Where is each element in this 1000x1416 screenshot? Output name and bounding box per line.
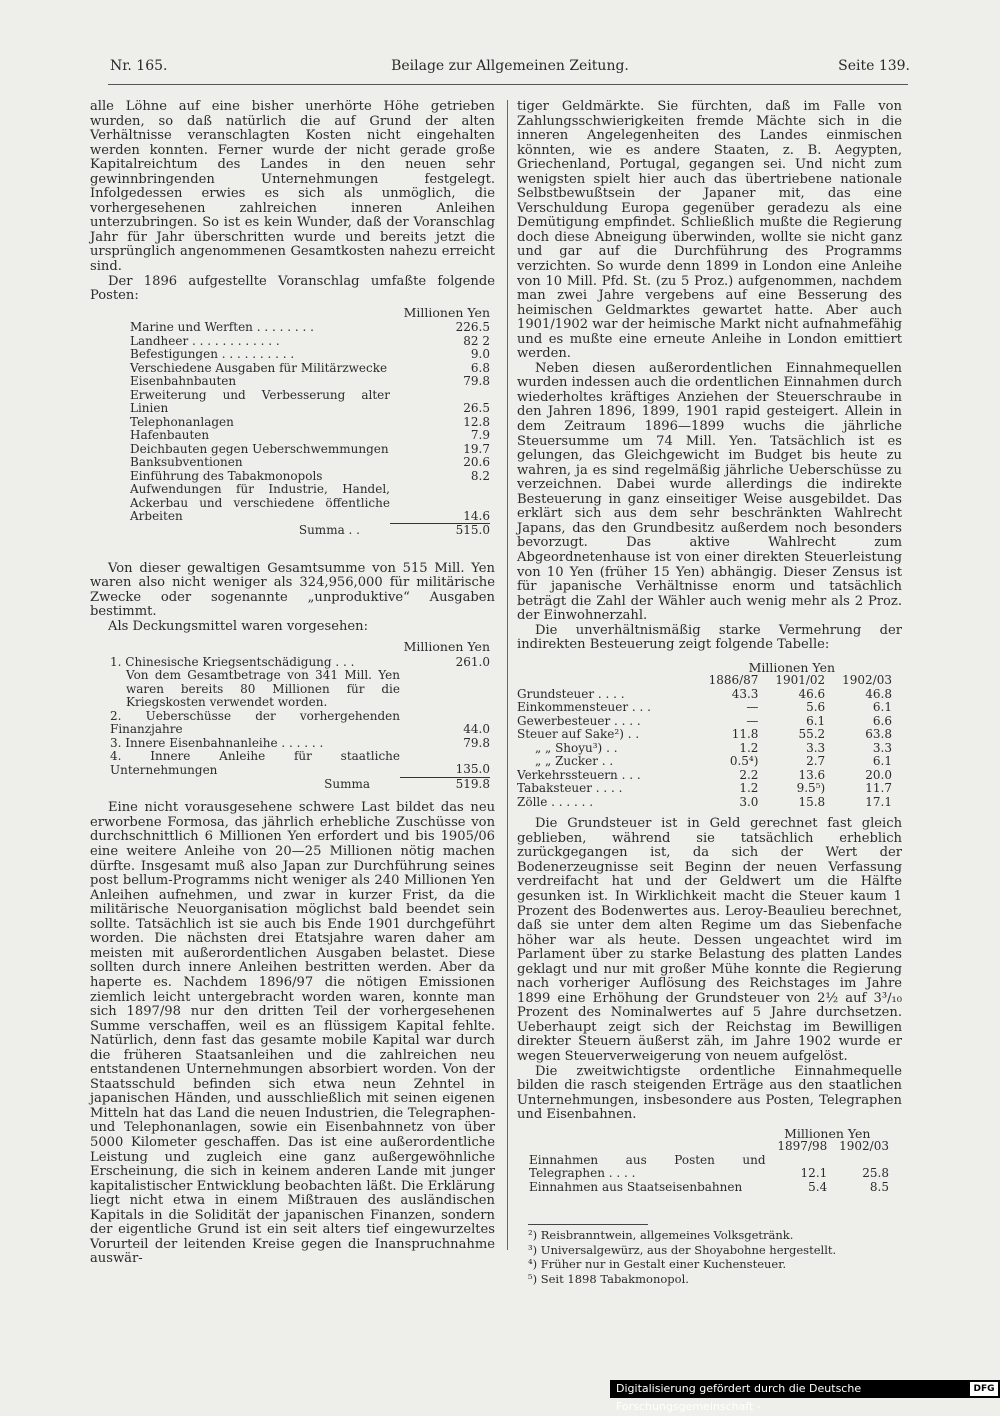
table-row: Banksubventionen 20.6 (130, 455, 490, 470)
table-row: Steuer auf Sake²) . . 11.8 55.2 63.8 (517, 727, 892, 742)
table-row: Grundsteuer . . . . 43.3 46.6 46.8 (517, 686, 892, 701)
table-header-row: 1886/87 1901/02 1902/03 (708, 673, 892, 688)
table-row: Einnahmen aus Posten und Telegraphen . . . . 12.1 25.8 (529, 1152, 889, 1181)
table-row: Landheer . . . . . . . . . . . . 82 2 (130, 333, 490, 348)
table-row: Von dem Gesamtbetrage von 341 Mill. Yen waren bereits 80 Millionen für die Kriegskosten verwendet worden. (126, 668, 400, 710)
footnote: ⁵) Seit 1898 Tabakmonopol. (528, 1271, 689, 1286)
footnotes (528, 1228, 898, 1286)
supplement-title: Beilage zur Allgemeinen Zeitung. (391, 58, 629, 74)
paragraph: Eine nicht vorausgesehene schwere Last bildet das neu erworbene Formosa, das jährlich erhebliche Zuschüsse von durchschnittlich 6 Millionen Yen erfordert und bis 1905/06 eine weitere Anleihe von 20—25 Millionen nötig machen dürfte. Insgesamt muß also Japan zur Durchführung seines post bellum-Programms nicht weniger als 240 Millionen Yen Anleihen aufnehmen, und zwar in kurzer Frist, da die militärische Neuorganisation möglichst bald beendet sein sollte. Tatsächlich ist sie auch bis Ende 1901 durchgeführt worden. Die nächsten drei Etatsjahre waren daher am meisten mit außerordentlichen Ausgaben belastet. Diese sollten durch innere Anleihen bestritten werden. Aber da haperte es. Nachdem 1896/97 die nötigen Emissionen ziemlich leicht untergebracht worden waren, konnte man sich 1897/98 nur den dritten Teil der vorhergesehenen Summe verschaffen, weil es an flüssigem Kapital fehlte. Natürlich, denn fast das gesamte mobile Kapital war durch die früheren Staatsanleihen und die zahlreichen neu entstandenen Unternehmungen absorbiert worden. Von der Staatsschuld befinden sich etwa neun Zehntel in japanischen Händen, und ausschließlich mit seinen eigenen Mitteln hat das Land die neuen Industrien, die Telegraphen- und Telephonanlagen, sowie ein Eisenbahnnetz von über 5000 Kilometer geschaffen. Das ist eine außerordentliche Leistung und zugleich eine ganz außergewöhnliche Erscheinung, die sich in keinem anderen Lande mit junger kapitalistischer Entwicklung beobachten läßt. Die Erklärung liegt nicht etwa in einem Mißtrauen des ausländischen Kapitals in die Solidität der japanischen Finanzen, sondern der eigentliche Grund ist ein seit alters tief eingewurzeltes Vorurteil der leitenden Kreise gegen die Inanspruchnahme auswär- (90, 800, 495, 1267)
table-unit-header: Millionen Yen (748, 659, 836, 675)
table-row: Einführung des Tabakmonopols 8.2 (130, 468, 490, 483)
revenue-table (529, 1127, 889, 1195)
left-column (90, 100, 495, 1267)
table-row: Zölle . . . . . . 3.0 15.8 17.1 (517, 794, 892, 809)
digitization-banner (610, 1380, 1000, 1413)
table-row: Eisenbahnbauten 79.8 (130, 374, 490, 389)
budget-table (90, 306, 490, 538)
footnote: ³) Universalgewürz, aus der Shoyabohne hergestellt. (528, 1242, 837, 1257)
table-row: „ „ Zucker . . 0.5⁴) 2.7 6.1 (535, 754, 892, 769)
paragraph: Neben diesen außerordentlichen Einnahmequellen wurden indessen auch die ordentlichen Einnahmen durch wiederholtes kräftiges Anziehen der Steuerschraube in den Jahren 1896, 1899, 1901 rapid gesteigert. Allein in dem Zeitraum 1896—1899 wuchs die jährliche Steuersumme um 74 Mill. Yen. Tatsächlich ist es gelungen, das Gleichgewicht im Budget bis heute zu wahren, ja es sind regelmäßig jährliche Ueberschüsse zu verzeichnen. Dabei wurde allerdings die indirekte Besteuerung in ganz einseitiger Weise ausgebildet. Das erklärt sich aus dem sehr beschränkten Wahlrecht Japans, das den Grundbesitz außerdem noch besonders bevorzugt. Das aktive Wahlrecht zum Abgeordnetenhause ist von einer direkten Steuerleistung von 10 Yen (früher 15 Yen) abhängig. Dieser Zensus ist für japanische Verhältnisse enorm und tatsächlich beträgt die Zahl der Wähler auch wenig mehr als 2 Proz. der Einwohnerzahl. (517, 360, 902, 624)
table-row: Verschiedene Ausgaben für Militärzwecke 6.8 (130, 360, 490, 375)
column-divider (507, 100, 508, 1250)
page-number: Seite 139. (838, 58, 910, 74)
paragraph: alle Löhne auf eine bisher unerhörte Höhe getrieben wurden, so daß natürlich die auf Grund der alten Verhältnisse veranschlagten Kosten nicht eingehalten werden konnten. Ferner wurde der nicht gerade große Kapitalreichtum des Landes in den neuen sehr gewinnbringenden Unternehmungen festgelegt. Infolgedessen erwies es sich als unmöglich, die vorhergesehenen zahlreichen inneren Anleihen unterzubringen. So ist es kein Wunder, daß der Voranschlag Jahr für Jahr überschritten wurde und bereits jetzt die ursprünglich angenommenen Gesamtkosten nahezu erreicht sind. (90, 99, 495, 275)
paragraph: Die Grundsteuer ist in Geld gerechnet fast gleich geblieben, während sie tatsächlich erheblich zurückgegangen ist, da sich der Wert der Bodenerzeugnisse seit Beginn der neuen Verfassung verdreifacht hat und der Geldwert um die Hälfte gesunken ist. In Wirklichkeit macht die Steuer kaum 1 Prozent des Bodenwertes aus. Leroy-Beaulieu berechnet, daß sie unter dem alten Regime um das Siebenfache höher war als heute. Dessen ungeachtet wird im Parlament über zu starke Belastung des platten Landes geklagt und nur mit großer Mühe konnte die Regierung nach vorheriger Auflösung des Reichstages im Jahre 1899 eine Erhöhung der Grundsteuer von 2½ auf 3³/₁₀ Prozent des Nominalwertes auf 5 Jahre durchsetzen. Ueberhaupt zeigt sich der Reichstag im Bewilligen direkter Steuern äußerst zäh, im Jahre 1902 wurde er wegen Steuerverweigerung von neuem aufgelöst. (517, 816, 902, 1065)
table-sum-row: Summa 519.8 (324, 776, 490, 791)
table-row: Aufwendungen für Industrie, Handel, Ackerbau und verschiedene öffentliche Arbeiten 14.6 (130, 482, 490, 524)
header-rule (108, 84, 908, 85)
table-row: Gewerbesteuer . . . . — 6.1 6.6 (517, 713, 892, 728)
table-row: Erweiterung und Verbesserung alter Linien 26.5 (130, 387, 490, 416)
table-unit-header: Millionen Yen (403, 304, 490, 320)
table-row: „ „ Shoyu³) . . 1.2 3.3 3.3 (535, 740, 892, 755)
paragraph: Der 1896 aufgestellte Voranschlag umfaßte folgende Posten: (90, 273, 495, 304)
table-unit-header: Millionen Yen (403, 639, 490, 655)
table-row: 4. Innere Anleihe für staatliche Unternehmungen 135.0 (110, 749, 490, 777)
table-row: Telephonanlagen 12.8 (130, 414, 490, 429)
table-row: Tabaksteuer . . . . 1.2 9.5⁵) 11.7 (517, 781, 892, 796)
table-row: 1. Chinesische Kriegsentschädigung . . . 261.0 (110, 654, 490, 669)
funding-table (110, 640, 490, 791)
table-sum-row: Summa . . 515.0 (298, 523, 490, 538)
table-row: Einnahmen aus Staatseisenbahnen 5.4 8.5 (529, 1179, 889, 1194)
paragraph: tiger Geldmärkte. Sie fürchten, daß im Falle von Zahlungsschwierigkeiten fremde Mächte sich in die inneren Angelegenheiten des Landes einmischen könnten, wie es andere Staaten, z. B. Aegypten, Griechenland, Portugal, gegangen sei. Und nicht zum wenigsten spielt hier auch das übertriebene nationale Selbstbewußtsein der Japaner mit, das eine Verschuldung Europa gegenüber geradezu als eine Demütigung empfindet. Schließlich mußte die Regierung doch diese Abneigung überwinden, wollte sie nicht ganz und gar auf die Durchführung des Programms verzichten. So wurde denn 1899 in London eine Anleihe von 10 Mill. Pfd. St. (zu 5 Proz.) aufgenommen, nachdem man zwei Jahre vergebens auf eine Besserung des heimischen Geldmarktes gewartet hatte. Aber auch 1901/1902 war der heimische Markt nicht aufnahmefähig und es mußte eine erneute Anleihe in London emittiert werden. (517, 99, 902, 362)
table-row: Marine und Werften . . . . . . . . 226.5 (130, 320, 490, 335)
table-row: Befestigungen . . . . . . . . . . 9.0 (130, 347, 490, 362)
table-unit-header: Millionen Yen (784, 1125, 871, 1141)
footnote: ²) Reisbranntwein, allgemeines Volksgetränk. (528, 1228, 794, 1242)
table-row: Verkehrssteuern . . . 2.2 13.6 20.0 (517, 767, 892, 782)
table-row: 2. Ueberschüsse der vorhergehenden Finanzjahre 44.0 (110, 708, 490, 737)
table-row: Einkommensteuer . . . — 5.6 6.1 (517, 700, 892, 715)
table-row: Hafenbauten 7.9 (130, 428, 490, 443)
issue-number: Nr. 165. (110, 58, 168, 74)
footnote-rule (528, 1224, 648, 1225)
paragraph: Die zweitwichtigste ordentliche Einnahmequelle bilden die rasch steigenden Erträge aus den staatlichen Unternehmungen, insbesondere aus Posten, Telegraphen und Eisenbahnen. (517, 1063, 902, 1123)
table-header-row: 1897/98 1902/03 (777, 1139, 889, 1154)
page-header (110, 58, 910, 82)
dfg-logo: DFG (970, 1382, 998, 1396)
tax-table (517, 661, 892, 810)
digitization-credit: Digitalisierung gefördert durch die Deutsche Forschungsgemeinschaft - (616, 1382, 862, 1413)
paragraph: Von dieser gewaltigen Gesamtsumme von 515 Mill. Yen waren also nicht weniger als 324,956,000 für militärische Zwecke oder sogenannte „unproduktive“ Ausgaben bestimmt. (90, 560, 495, 620)
footnote: ⁴) Früher nur in Gestalt einer Kuchensteuer. (528, 1257, 787, 1271)
table-row: 3. Innere Eisenbahnanleihe . . . . . . 79.8 (110, 735, 490, 750)
paragraph: Als Deckungsmittel waren vorgesehen: (108, 618, 369, 634)
paragraph: Die unverhältnismäßig starke Vermehrung der indirekten Besteuerung zeigt folgende Tabelle: (517, 622, 902, 653)
right-column (517, 100, 902, 1194)
table-row: Deichbauten gegen Ueberschwemmungen 19.7 (130, 441, 490, 456)
